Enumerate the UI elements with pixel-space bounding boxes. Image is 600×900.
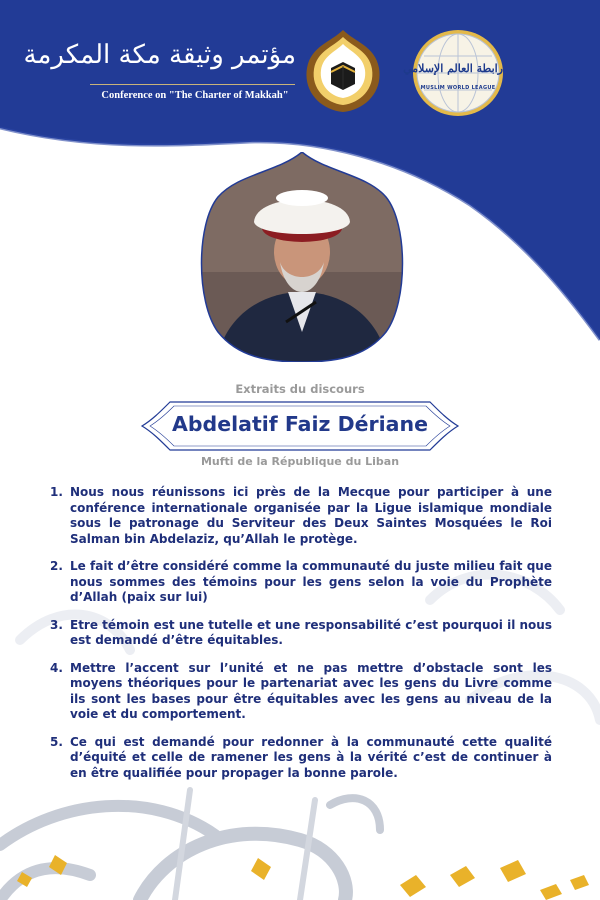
list-item [50, 735, 552, 782]
point-number: 3. [50, 617, 63, 632]
point-text: Mettre l’accent sur l’unité et ne pas mettre d’obstacle sont les moyens théoriques pour le partenariat avec les gens du Livre comme ils sont les bases pour être équitables avec les gens au niveau de la voie et du comportement. [70, 660, 552, 721]
list-item [50, 618, 552, 649]
speaker-role: Mufti de la République du Liban [200, 455, 400, 468]
point-text: Le fait d’être considéré comme la communauté du juste milieu fait que nous sommes des témoins pour les gens selon la voie du Prophète d’Allah (paix sur lui) [70, 559, 552, 604]
point-number: 4. [50, 660, 63, 675]
point-number: 2. [50, 559, 63, 573]
point-number: 5. [50, 734, 63, 749]
point-text: Ce qui est demandé pour redonner à la communauté cette qualité d’équité et celle de ramener les gens à la vérité c’est de continuer à en être qualifiée pour propager la bonne parole. [70, 734, 552, 780]
mwl-arabic-name: رابطة العالم الإسلامي [403, 62, 503, 75]
conference-english-title: Conference on "The Charter of Makkah" [101, 90, 289, 101]
speaker-portrait [196, 152, 408, 362]
title-divider [90, 84, 295, 85]
list-item [50, 559, 552, 606]
mwl-english-name: MUSLIM WORLD LEAGUE [420, 85, 496, 91]
conference-arabic-title: مؤتمر وثيقة مكة المكرمة [23, 40, 296, 70]
speech-points-list [50, 485, 552, 793]
speaker-name: Abdelatif Faiz Dériane [172, 412, 428, 436]
point-number: 1. [50, 485, 63, 499]
list-item [50, 661, 552, 723]
section-label: Extraits du discours [235, 382, 365, 396]
point-text: Nous nous réunissons ici près de la Mecque pour participer à une conférence internationale organisée par la Ligue islamique mondiale sous le patronage du Serviteur des Deux Saintes Mosquées le Roi Salman bin Abdelaziz, qu’Allah le protège. [70, 485, 552, 546]
list-item [50, 485, 552, 547]
bottom-calligraphy [0, 790, 380, 900]
header [0, 0, 600, 130]
point-text: Etre témoin est une tutelle et une responsabilité c’est pourquoi il nous est demandé d’être équitables. [70, 617, 552, 647]
charter-logo [303, 28, 383, 114]
